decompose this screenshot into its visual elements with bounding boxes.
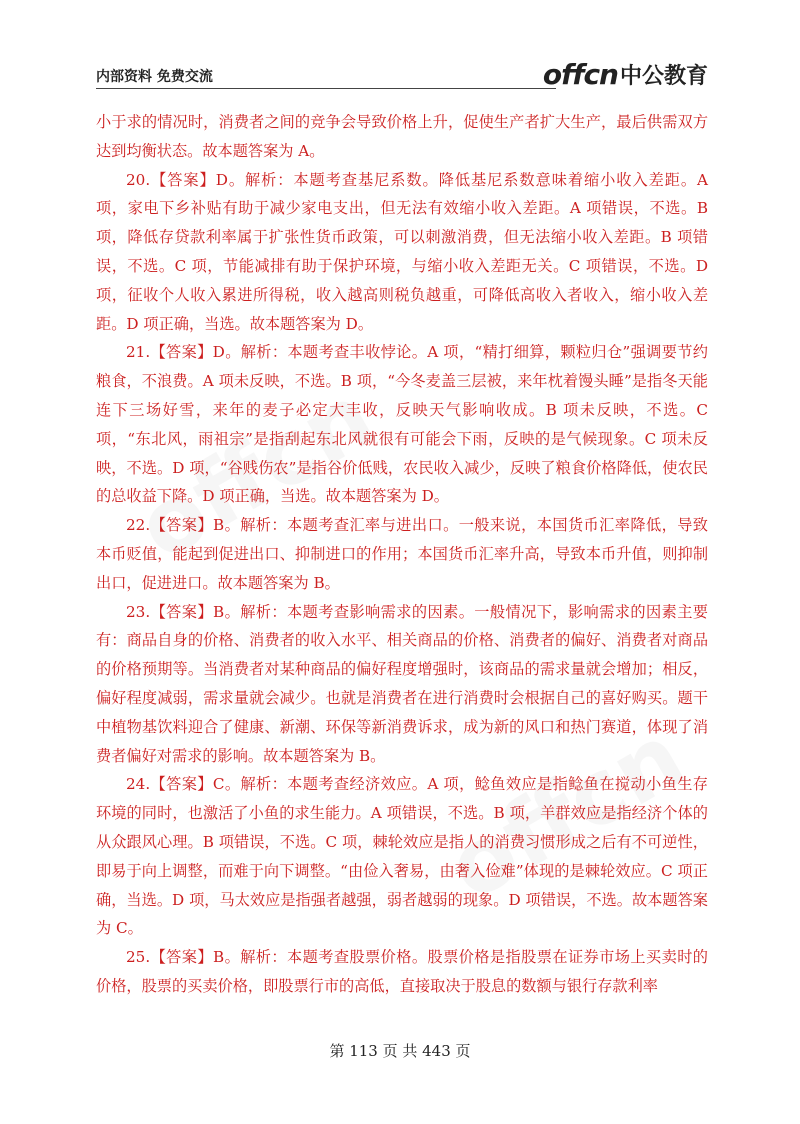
answer-20: 20.【答案】D。解析：本题考查基尼系数。降低基尼系数意味着缩小收入差距。A 项，家电下乡补贴有助于减少家电支出，但无法有效缩小收入差距。A 项错误，不选。B 项，降低存贷款利率属于扩张性货币政策，可以刺激消费，但无法缩小收入差距。B 项错误，不选。C 项，节能减排有助于保护环境，与缩小收入差距无关。C 项错误，不选。D 项，征收个人收入累进所得税，收入越高则税负越重，可降低高收入者收入，缩小收入差距。D 项正确，当选。故本题答案为 D。 <box>96 170 708 333</box>
header-label: 内部资料 免费交流 <box>96 69 213 85</box>
answer-25: 25.【答案】B。解析：本题考查股票价格。股票价格是指股票在证券市场上买卖时的价格，股票的买卖价格，即股票行市的高低，直接取决于股息的数额与银行存款利率 <box>96 948 708 995</box>
paragraph-continuation: 小于求的情况时，消费者之间的竞争会导致价格上升，促使生产者扩大生产，最后供需双方达到均衡状态。故本题答案为 A。 <box>96 113 708 160</box>
logo-chinese-text: 中公教育 <box>619 64 708 89</box>
header-rule <box>96 88 556 89</box>
answer-23: 23.【答案】B。解析：本题考查影响需求的因素。一般情况下，影响需求的因素主要有：商品自身的价格、消费者的收入水平、相关商品的价格、消费者的偏好、消费者对商品的价格预期等。当消费者对某种商品的偏好程度增强时，该商品的需求量就会增加；相反，偏好程度减弱，需求量就会减少。也就是消费者在进行消费时会根据自己的喜好购买。题干中植物基饮料迎合了健康、新潮、环保等新消费诉求，成为新的风口和热门赛道，体现了消费者偏好对需求的影响。故本题答案为 B。 <box>96 602 708 765</box>
document-body <box>96 108 708 1001</box>
answer-22: 22.【答案】B。解析：本题考查汇率与进出口。一般来说，本国货币汇率降低，导致本币贬值，能起到促进出口、抑制进口的作用；本国货币汇率升高，导致本币升值，则抑制出口，促进进口。故本题答案为 B。 <box>96 516 708 592</box>
page-number: 第 113 页 共 443 页 <box>329 1042 471 1060</box>
answer-24: 24.【答案】C。解析：本题考查经济效应。A 项，鲶鱼效应是指鲶鱼在搅动小鱼生存环境的同时，也激活了小鱼的求生能力。A 项错误，不选。B 项，羊群效应是指经济个体的从众跟风心理。B 项错误，不选。C 项，棘轮效应是指人的消费习惯形成之后有不可逆性，即易于向上调整，而难于向下调整。“由俭入奢易，由奢入俭难”体现的是棘轮效应。C 项正确，当选。D 项，马太效应是指强者越强，弱者越弱的现象。D 项错误，不选。故本题答案为 C。 <box>96 775 708 938</box>
page-header <box>96 58 708 90</box>
offcn-logo <box>543 58 708 91</box>
answer-21: 21.【答案】D。解析：本题考查丰收悖论。A 项，“精打细算，颗粒归仓”强调要节约粮食，不浪费。A 项未反映，不选。B 项，“今冬麦盖三层被，来年枕着馒头睡”是指冬天能连下三场好雪，来年的麦子必定大丰收，反映天气影响收成。B 项未反映，不选。C 项，“东北风，雨祖宗”是指刮起东北风就很有可能会下雨，反映的是气候现象。C 项未反映，不选。D 项，“谷贱伤农”是指谷价低贱，农民收入减少，反映了粮食价格降低，使农民的总收益下降。D 项正确，当选。故本题答案为 D。 <box>96 343 708 506</box>
logo-latin-text: offcn <box>542 58 618 91</box>
